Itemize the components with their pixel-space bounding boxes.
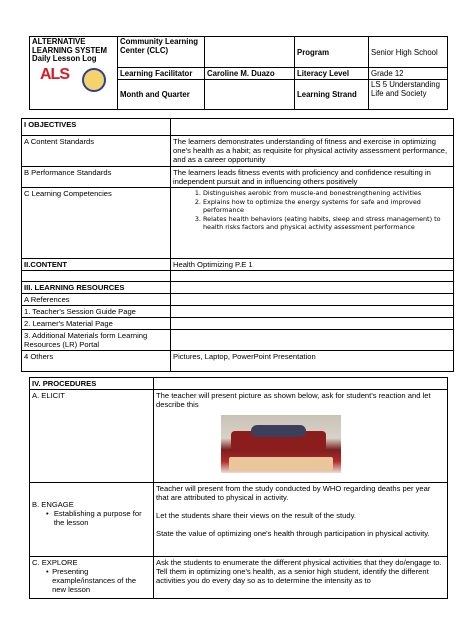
performance-standards-text: The learners leads fitness events with proficiency and confidence resulting in independent pursuit and in influencing others positively	[171, 167, 454, 188]
logo-area	[32, 66, 115, 100]
explore-p2: Tell them in optimizing one's health, as a senior high student, identify the different activities you do every day so as to determine the intensity as to	[156, 567, 429, 585]
bullet-icon: •	[46, 567, 49, 576]
others-label: 4 Others	[22, 351, 171, 372]
literacy-value: Grade 12	[369, 68, 448, 80]
snacks-figure	[229, 457, 333, 471]
facilitator-label: Learning Facilitator	[118, 68, 205, 80]
list-item: 1. Distinguishes aerobic from muscle-and bonestrengthening activities	[203, 189, 451, 198]
material-label: 2. Learner's Material Page	[22, 318, 171, 330]
month-value	[205, 80, 295, 110]
explore-text-cell	[154, 557, 448, 599]
others-value: Pictures, Laptop, PowerPoint Presentation	[171, 351, 454, 372]
content-value: Health Optimizing P.E 1	[171, 259, 454, 271]
clc-value	[205, 37, 295, 68]
competencies-list	[173, 189, 451, 232]
explore-p1: Ask the students to enumerate the different physical activities that they do/engage to.	[156, 558, 442, 567]
strand-value: LS 5 Understanding Life and Society	[369, 80, 448, 110]
strand-label: Learning Strand	[295, 80, 369, 110]
content-standards-label: A Content Standards	[22, 136, 171, 167]
engage-bullet-item	[32, 509, 151, 527]
clc-label: Community Learning Center (CLC)	[118, 37, 205, 68]
literacy-label: Literacy Level	[295, 68, 369, 80]
explore-label: C. EXPLORE	[32, 558, 78, 567]
elicit-picture	[221, 415, 341, 473]
explore-bullet-item	[32, 567, 151, 594]
competencies-cell	[171, 188, 454, 259]
procedures-table	[29, 377, 448, 599]
deped-seal	[82, 68, 106, 92]
engage-text-cell	[154, 483, 448, 557]
als-logo: ALS	[40, 65, 69, 83]
form-title-cell	[30, 37, 118, 110]
procedures-heading: IV. PROCEDURES	[30, 378, 154, 390]
month-label: Month and Quarter	[118, 80, 205, 110]
performance-standards-label: B Performance Standards	[22, 167, 171, 188]
guide-label: 1. Teacher's Session Guide Page	[22, 306, 171, 318]
elicit-cell	[154, 390, 448, 483]
explore-cell	[30, 557, 154, 599]
content-standards-text: The learners demonstrates understanding of fitness and exercise in optimizing one's health as a habit; as requisite for physical activity assessment performance, and as a career opportunity	[171, 136, 454, 167]
objectives-table	[21, 118, 454, 372]
objectives-heading: I OBJECTIVES	[22, 119, 171, 136]
explore-bullet: Presenting example/instances of the new lesson	[52, 567, 137, 594]
engage-p2: Let the students share their views on the result of the study.	[156, 511, 356, 520]
list-item: 3. Relates health behaviors (eating habits, sleep and stress management) to health risks factors and physical activity assessment performance	[203, 215, 451, 232]
list-item: 2. Explains how to optimize the energy systems for safe and improved performance	[203, 198, 451, 215]
form-title: ALTERNATIVE LEARNING SYSTEM Daily Lesson Log	[32, 37, 107, 63]
person-figure	[251, 425, 306, 437]
engage-bullet: Establishing a purpose for the lesson	[53, 509, 142, 527]
resources-heading: III. LEARNING RESOURCES	[22, 282, 171, 294]
bullet-icon: •	[46, 509, 49, 518]
references-label: A References	[22, 294, 171, 306]
facilitator-value: Caroline M. Duazo	[205, 68, 295, 80]
engage-cell	[30, 483, 154, 557]
header-table	[29, 36, 448, 110]
engage-p1: Teacher will present from the study conducted by WHO regarding deaths per year that are attributed to physical in activity.	[156, 484, 431, 502]
engage-label: B. ENGAGE	[32, 500, 74, 509]
content-heading: II.CONTENT	[22, 259, 171, 271]
program-value: Senior High School	[369, 37, 448, 68]
engage-p3: State the value of optimizing one's health through participation in physical activity.	[156, 529, 430, 538]
competencies-label: C Learning Competencies	[22, 188, 171, 259]
additional-label: 3. Additional Materials form Learning Resources (LR) Portal	[22, 330, 171, 351]
program-label: Program	[295, 37, 369, 68]
elicit-text: The teacher will present picture as shown below, ask for student's reaction and let describe this	[156, 391, 431, 409]
elicit-label: A. ELICIT	[30, 390, 154, 483]
